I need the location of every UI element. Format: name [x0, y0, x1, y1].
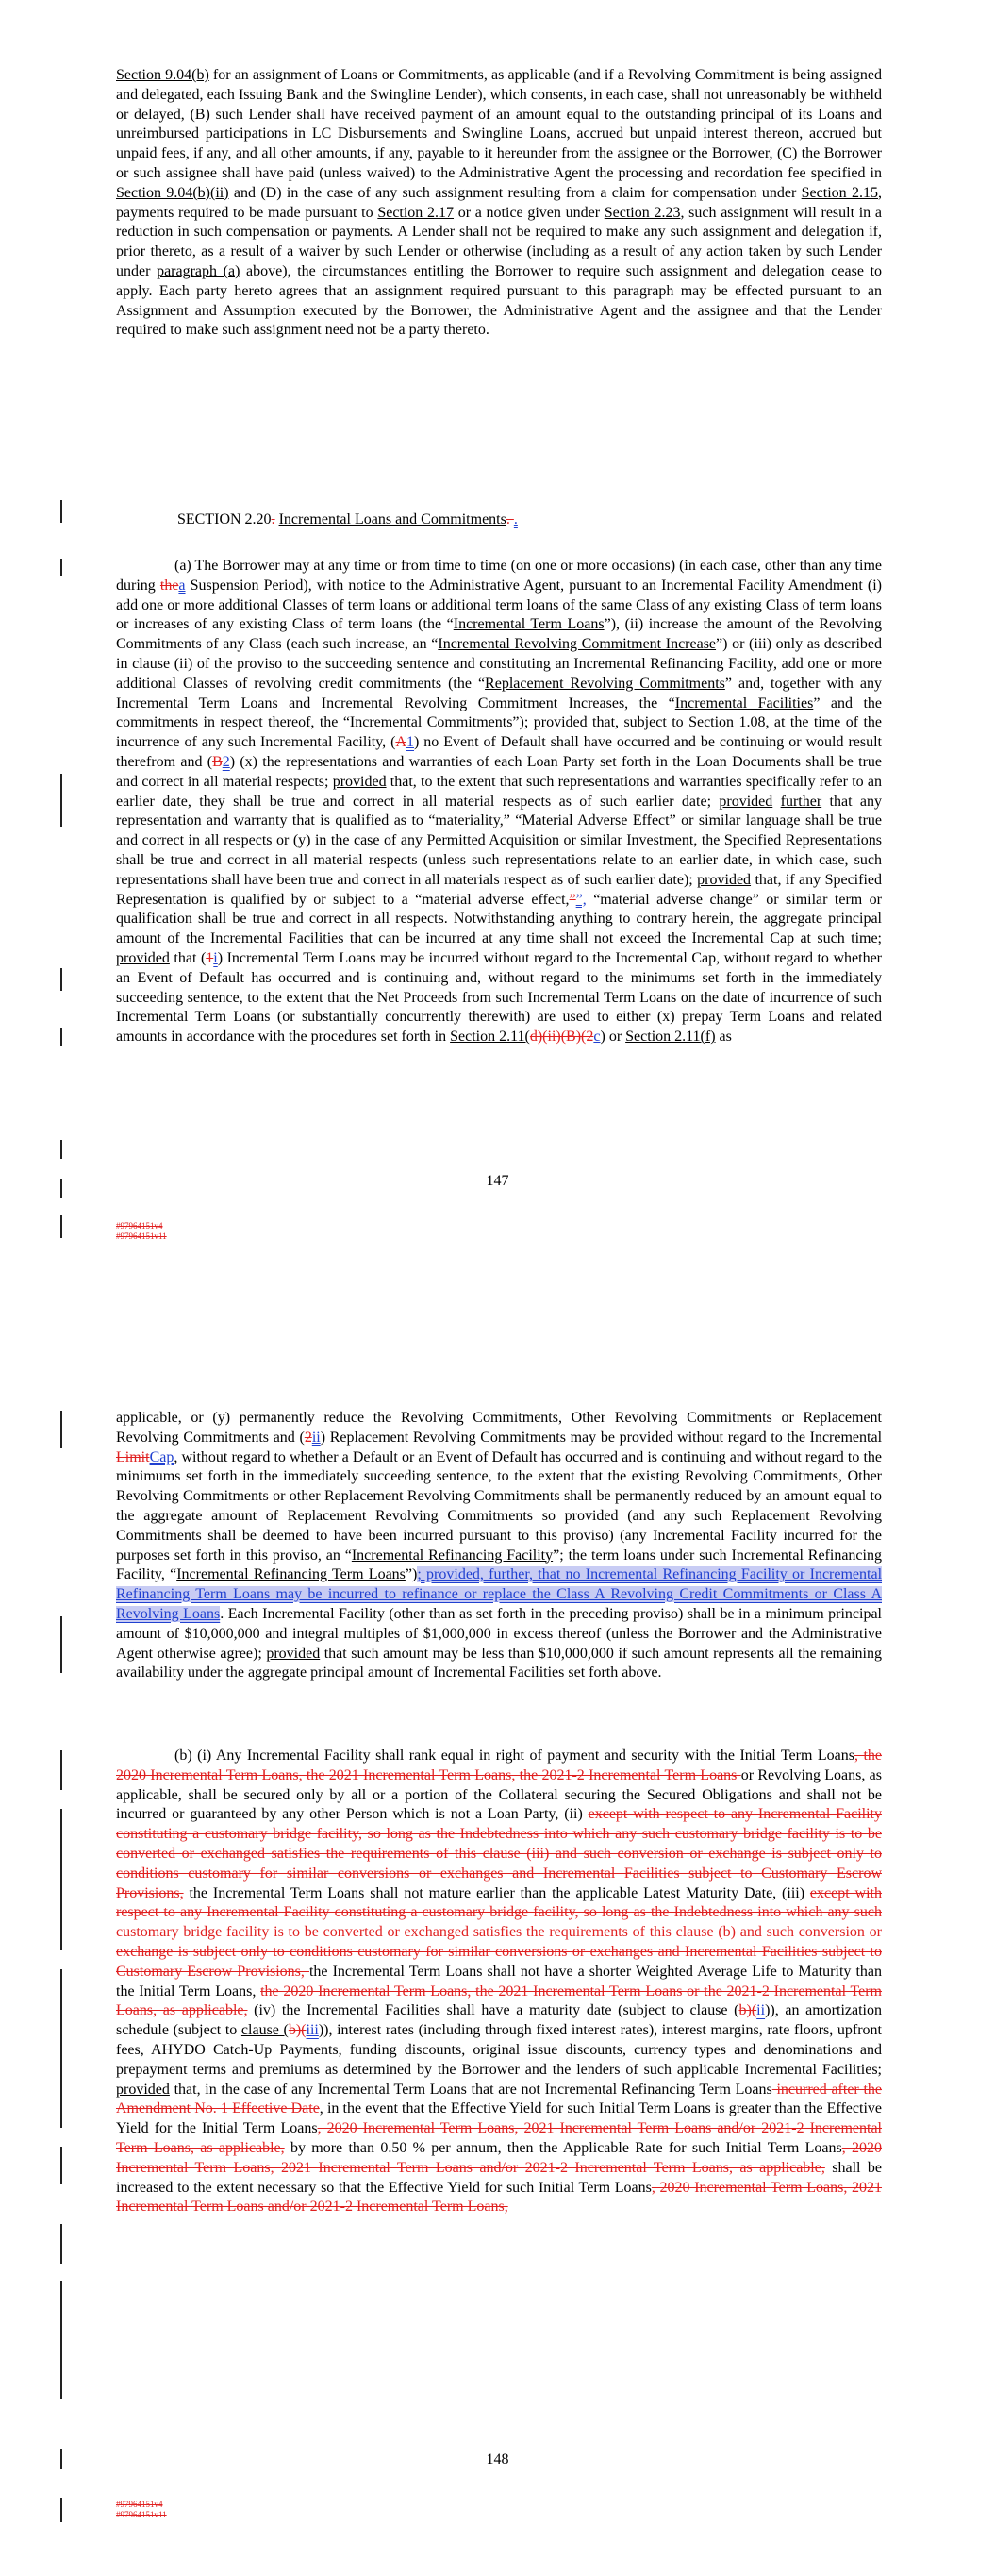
underlined-text: Incremental Commitments: [349, 714, 513, 731]
text-run: that any representation and warranty that is qualified as to “materiality,” “Material Adverse Effect” or similar language shall be true and correct in all respects or (y) in the case of any Permitted Acquisition or similar Investment, the Specified Representations shall be true and correct in all material respects (unless such representations relate to an earlier date, in which case, such representations shall have been true and correct in all materials respect as of such earlier date);: [116, 793, 883, 888]
text-run: SECTION 2.20: [177, 511, 272, 527]
underlined-text: Section 2.23: [604, 204, 681, 221]
inserted-text: ii: [311, 1429, 321, 1446]
inserted-text: .: [513, 511, 518, 527]
assignment-carryover-paragraph: [116, 66, 882, 341]
text-run: (a) The Borrower may at any time or from time to time (on one or more occasions) (in each case, other than any time during: [116, 558, 882, 594]
text-run: that (: [169, 949, 207, 966]
text-run: or a notice given under: [454, 204, 605, 221]
change-bar: [60, 2147, 62, 2184]
underlined-text: Incremental Refinancing Facility: [351, 1547, 554, 1564]
text-run: , at the time of the incurrence of any such Incremental Facility, (: [116, 714, 883, 751]
text-run: ) (x) the representations and warranties of each Loan Party set forth in the Loan Documents shall be true and correct in all material respects;: [116, 753, 882, 790]
change-bar: [60, 1750, 62, 1790]
text-run: ), interest rates (including through fixed interest rates), interest margins, rate floors, upfront fees, AHYDO Catch-Up Payments, funding discounts, original issue discounts, currency types and denominations and prepayment terms and premiums as determined by the Borrower and the lenders of such applicable Incremental Facilities;: [116, 2022, 882, 2078]
deleted-text: , 2020 Incremental Term Loans, 2021 Incremental Term Loans and/or 2021-2 Incremental Term Loans, as applicable,: [116, 2120, 882, 2156]
text-run: ”);: [512, 714, 534, 731]
deleted-text: .: [506, 511, 514, 527]
change-bar: [60, 559, 62, 576]
deleted-text: the 2020 Incremental Term Loans, the 2021 Incremental Term Loans or the 2021-2 Incremental Term Loans, as applicable,: [116, 1982, 883, 2019]
change-bar: [60, 2224, 62, 2264]
text-run: as: [715, 1029, 732, 1045]
change-bar: [60, 1411, 62, 1448]
text-run: Suspension Period), with notice to the Administrative Agent, pursuant to an Incremental Facility Amendment (i) add one or more additional Classes of term loans or additional term loans of the same Class of any existing Class of term loans or increases of any existing Class of term loans (the “: [116, 577, 883, 633]
text-run: ” and, together with any Incremental Term Loans and Incremental Revolving Commitment Increases, the “: [116, 675, 882, 711]
text-run: (b) (i) Any Incremental Facility shall rank equal in right of payment and security with the Initial Term Loans: [174, 1748, 854, 1764]
inserted-text: ”,: [575, 891, 587, 908]
underlined-text: provided: [266, 1645, 321, 1662]
underlined-text: provided: [697, 871, 752, 888]
underlined-text: provided: [116, 949, 170, 966]
text-run: that, in the case of any Incremental Term Loans that are not Incremental Refinancing Term Loans: [169, 2081, 772, 2098]
underlined-text: Section 9.04(b): [116, 67, 209, 83]
deleted-text: 1: [206, 949, 214, 966]
document-id-new: #97964151v11: [116, 1231, 167, 1241]
underlined-text: provided: [533, 714, 588, 731]
inserted-text: iii: [306, 2022, 319, 2039]
underlined-text: provided: [116, 2081, 170, 2098]
underlined-text: ): [318, 2022, 324, 2039]
inserted-text: Cap: [149, 1448, 174, 1465]
underlined-text: Section 2.15: [801, 184, 878, 201]
page-148: [0, 1335, 995, 2576]
underlined-text: Incremental Term Loans: [453, 616, 605, 633]
text-run: that, if any Specified Representation is qualified by or subject to a “material adverse effect,: [116, 871, 883, 908]
text-run: the Incremental Term Loans shall not have a shorter Weighted Average Life to Maturity than the Initial Term Loans,: [116, 1963, 882, 1999]
text-run: [772, 794, 780, 810]
text-run: ), an amortization schedule (subject to: [116, 2002, 882, 2039]
section-2-20-heading: [177, 510, 518, 529]
underlined-text: ): [600, 1029, 605, 1045]
document-id-old: #97964151v4: [116, 1221, 163, 1230]
change-bar: [60, 2281, 62, 2399]
paragraph-a: [116, 557, 882, 1047]
text-run: , payments required to be made pursuant to: [116, 184, 882, 221]
underlined-text: clause (: [689, 2002, 739, 2019]
deleted-text: A: [395, 734, 406, 751]
deleted-text: b)(: [288, 2022, 307, 2039]
text-run: ) Replacement Revolving Commitments may be provided without regard to the Incremental: [320, 1429, 883, 1446]
underlined-text: clause (: [240, 2022, 289, 2039]
underlined-text: Section 2.11(f): [625, 1029, 716, 1045]
page-number: 148: [486, 2451, 509, 2467]
paragraph-b: [116, 1747, 882, 2217]
inserted-text: 1: [406, 734, 414, 751]
change-bar: [60, 1809, 62, 1950]
change-bar: [60, 774, 62, 827]
underlined-text: further: [780, 793, 822, 810]
text-run: ”) or (iii) only as described in clause (ii) of the proviso to the succeeding sentence and constituting an Incremental Refinancing Facility, add one or more additional Classes of revolving credit commitments (the “: [116, 636, 883, 692]
deleted-text: Limit: [116, 1448, 150, 1465]
inserted-text: 2: [222, 753, 230, 770]
text-run: , without regard to whether a Default or an Event of Default has occurred and is continuing and without regard to the minimums set forth in the immediately succeeding sentence, to the extent that the existing Revolving Commitments, Other Revolving Commitments or other Replacement Revolving Commitments shall be permanently reduced by an amount equal to the aggregate amount of Replacement Revolving Commitments so provided (and any such Replacement Revolving Commitments shall be deemed to have been incurred pursuant to this proviso) (any Incremental Facility incurred for the purposes set forth in this proviso, an “: [116, 1448, 882, 1564]
inserted-text: ii: [756, 2002, 766, 2019]
text-run: ) no Event of Default shall have occurred and be continuing or would result therefrom and (: [116, 734, 882, 770]
text-run: that such amount may be less than $10,000,000 if such amount represents all the remaining availability under the aggregate principal amount of Incremental Facilities set forth above.: [116, 1645, 882, 1681]
text-run: (iv) the Incremental Facilities shall have a maturity date (subject to: [247, 2002, 690, 2019]
text-run: applicable, or (y) permanently reduce the Revolving Commitments, Other Revolving Commitments or Replacement Revolving Commitments and (: [116, 1410, 882, 1446]
text-run: the Incremental Term Loans shall not mature earlier than the applicable Latest Maturity Date, (iii): [183, 1884, 810, 1901]
underlined-text: Section 2.11(: [450, 1029, 530, 1045]
underlined-text: Incremental Facilities: [674, 694, 814, 711]
deleted-text: except with respect to any Incremental Facility constituting a customary bridge facility, so long as the Indebtedness into which any such customary bridge facility is to be converted or exchanged satisfies the requirements of this clause (iii) and such conversion or exchange is subject only to conditions customary for similar conversions or exchanges and Incremental Facilities subject to Customary Escrow Provisions,: [116, 1806, 883, 1901]
underlined-text: paragraph (a): [157, 262, 240, 279]
page-number: 147: [486, 1173, 509, 1189]
document-id-old: #97964151v4: [116, 2500, 163, 2509]
text-run: . Each Incremental Facility (other than as set forth in the preceding proviso) shall be in a minimum principal amount of $10,000,000 and integral multiples of $1,000,000 in excess thereof (unless the Borrower and the Administrative Agent otherwise agree);: [116, 1605, 883, 1662]
text-run: “material adverse change” or similar term or qualification shall be true and correct in all respects. Notwithstanding anything to contrary herein, the aggregate principal amount of the Incremental Facilities that can be incurred at any time shall not exceed the Incremental Cap at such time;: [116, 891, 882, 947]
text-run: , such assignment will result in a reduction in such compensation or payments. A Lender shall not be required to make any such assignment and delegation if, prior thereto, as a result of a waiver by such Lender or otherwise (including as a result of any action taken by such Lender under: [116, 204, 882, 279]
text-run: that, to the extent that such representations and warranties specifically refer to an earlier date, they shall be true and correct in all material respects as of such earlier date;: [116, 773, 882, 810]
deleted-text: ”: [569, 891, 576, 908]
inserted-text: a: [178, 577, 186, 594]
deleted-text: the: [159, 577, 179, 594]
deleted-text: , 2020 Incremental Term Loans, 2021 Incremental Term Loans and/or 2021-2 Incremental Term Loans, as applicable,: [116, 2139, 883, 2176]
change-bar: [60, 1140, 62, 1159]
underlined-text: ): [765, 2002, 771, 2019]
text-run: by more than 0.50 % per annum, then the Applicable Rate for such Initial Term Loans: [284, 2139, 842, 2156]
underlined-text: Incremental Revolving Commitment Increase: [438, 636, 717, 653]
deleted-text: B: [212, 753, 223, 770]
inserted-text: ; provided, further, that no Incremental Refinancing Facility or Incremental Refinancing Term Loans may be incurred to refinance or replace the Class A Revolving Credit Commitments or Class A Revolving Loans: [116, 1566, 883, 1622]
paragraph-a-continued: [116, 1409, 882, 1683]
deleted-text: , 2020 Incremental Term Loans, 2021 Incremental Term Loans and/or 2021-2 Incremental Term Loans,: [116, 2179, 883, 2216]
inserted-text: c: [593, 1029, 601, 1045]
text-run: and (D) in the case of any such assignment resulting from a claim for compensation under: [228, 184, 802, 201]
underlined-text: Incremental Refinancing Term Loans: [176, 1566, 406, 1583]
text-run: above), the circumstances entitling the Borrower to require such assignment and delegation cease to apply. Each party hereto agrees that an assignment required pursuant to this paragraph may be effected pursuant to an Assignment and Assumption executed by the Borrower, the Administrative Agent and the assignee and that the Lender required to make such assignment need not be a party thereto.: [116, 262, 883, 339]
underlined-text: Section 1.08: [688, 714, 766, 731]
change-bar: [60, 1028, 62, 1046]
deleted-text: , the 2020 Incremental Term Loans, the 2021 Incremental Term Loans, the 2021-2 Incremental Term Loans: [116, 1748, 883, 1783]
deleted-text: incurred after the Amendment No. 1 Effective Date: [116, 2081, 883, 2117]
document-id-stamp: [116, 2500, 167, 2520]
deleted-text: except with respect to any Incremental Facility constituting a customary bridge facility, so long as the Indebtedness into which any such customary bridge facility is to be converted or exchanged satisfies the requirements of this clause (b) and such conversion or exchange is subject only to conditions customary for similar conversions or exchanges and Incremental Facilities subject to Customary Escrow Provisions,: [116, 1884, 882, 1980]
underlined-text: Replacement Revolving Commitments: [485, 675, 725, 692]
inserted-text: i: [213, 949, 218, 966]
text-run: ”): [405, 1566, 418, 1583]
text-run: ”; the term loans under such Incremental Refinancing Facility, “: [116, 1547, 882, 1583]
deleted-text: 2: [304, 1429, 312, 1446]
text-run: ) Incremental Term Loans may be incurred without regard to the Incremental Cap, without regard to whether an Event of Default has occurred and is continuing and, without regard to the minimums set forth in the immediately succeeding sentence, to the extent that the Net Proceeds from such Incremental Term Loans on the date of incurrence of such Incremental Term Loans (or substantially concurrently therewith) are used to either (x) prepay Term Loans and related amounts in accordance with the procedures set forth in: [116, 949, 882, 1045]
change-bar: [60, 968, 62, 991]
document-id-stamp: [116, 1221, 167, 1242]
text-run: ” and the commitments in respect thereof, the “: [116, 694, 883, 731]
change-bar: [60, 2498, 62, 2522]
underlined-text: Section 2.17: [377, 204, 455, 221]
change-bar: [60, 500, 62, 523]
deleted-text: d)(ii)(B)(2: [529, 1029, 594, 1045]
text-run: shall be increased to the extent necessary so that the Effective Yield for such Initial Term Loans: [116, 2159, 883, 2196]
text-run: or Revolving Loans, as applicable, shall be secured only by all or a portion of the Collateral securing the Secured Obligations and shall not be incurred or guaranteed by any other Person which is not a Loan Party, (ii): [116, 1766, 882, 1823]
underlined-text: Section 9.04(b)(ii): [116, 184, 229, 201]
underlined-text: provided: [719, 793, 773, 810]
document-id-new: #97964151v11: [116, 2510, 167, 2519]
text-run: ”), (ii) increase the amount of the Revolving Commitments of any Class (each such increase, an “: [116, 616, 882, 653]
text-run: or: [605, 1029, 626, 1045]
text-run: that, subject to: [587, 714, 689, 731]
deleted-text: .: [271, 511, 275, 527]
underlined-text: provided: [332, 773, 387, 790]
underlined-text: Incremental Loans and Commitments: [278, 511, 506, 527]
change-bar: [60, 1215, 62, 1238]
change-bar: [60, 1616, 62, 1673]
text-run: for an assignment of Loans or Commitments, as applicable (and if a Revolving Commitment is being assigned and delegated, each Issuing Bank and the Swingline Lender), which consents, in each case, shall not unreasonably be withheld or delayed, (B) such Lender shall have received payment of an amount equal to the outstanding principal of its Loans and unreimbursed participations in LC Disbursements and Swingline Loans, accrued but unpaid interest thereon, accrued but unpaid fees, if any, and all other amounts, if any, payable to it hereunder from the assignee or the Borrower, (C) the Borrower or such assignee shall have paid (unless waived) to the Administrative Agent the processing and recordation fee specified in: [116, 67, 882, 181]
deleted-text: b)(: [738, 2002, 757, 2019]
text-run: , in the event that the Effective Yield for such Initial Term Loans is greater than the Effective Yield for the Initial Term Loans: [116, 2100, 882, 2137]
change-bar: [60, 1969, 62, 2128]
